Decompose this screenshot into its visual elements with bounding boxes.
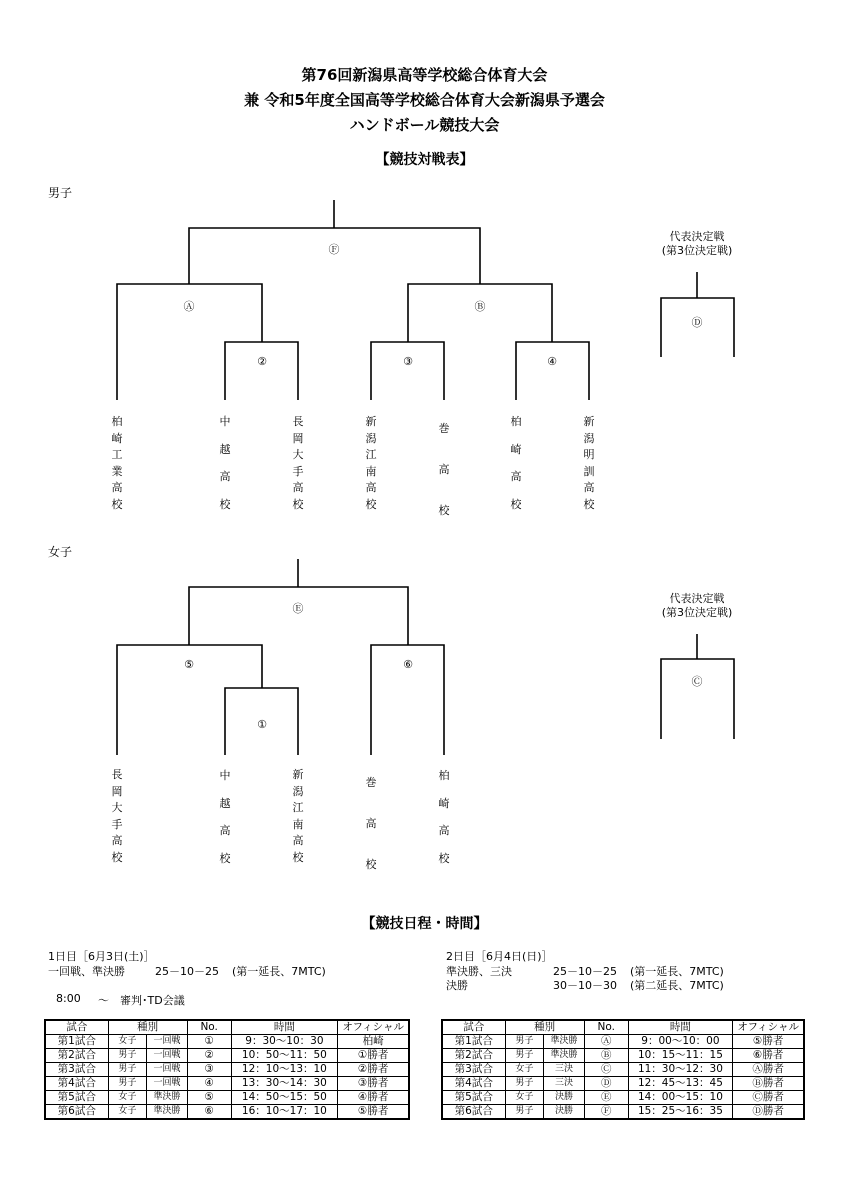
match-B: Ⓑ	[474, 300, 486, 313]
day2-rule1-note: (第一延長、7MTC)	[630, 965, 724, 978]
cell-game: 第4試合	[45, 1077, 108, 1091]
cell-no: ①	[187, 1035, 231, 1049]
col-no: No.	[584, 1020, 628, 1035]
col-game: 試合	[45, 1020, 108, 1035]
day2-schedule-table	[441, 1019, 805, 1120]
girls-team-4: 巻 高 校	[365, 776, 377, 871]
match-3: ③	[403, 355, 413, 368]
match-D: Ⓓ	[691, 316, 703, 329]
day2-rule2-round: 決勝	[446, 979, 468, 992]
cell-game: 第5試合	[45, 1091, 108, 1105]
cell-round: 決勝	[544, 1091, 585, 1105]
cell-game: 第6試合	[442, 1105, 505, 1120]
cell-official: Ⓓ勝者	[733, 1105, 804, 1120]
day2-date: 2日目［6月4日(日)］	[446, 950, 553, 963]
meeting-text: 審判･TD会議	[120, 994, 185, 1007]
cell-round: 決勝	[544, 1105, 585, 1120]
cell-sex: 女子	[505, 1091, 544, 1105]
col-official: オフィシャル	[733, 1020, 804, 1035]
cell-time: 16：10～17：10	[231, 1105, 338, 1120]
table-row	[442, 1077, 804, 1091]
cell-no: Ⓔ	[584, 1091, 628, 1105]
cell-round: 三決	[544, 1063, 585, 1077]
day2-rule1-round: 準決勝、三決	[446, 965, 512, 978]
cell-time: 10：15～11：15	[628, 1049, 733, 1063]
girls-third-place-title: 代表決定戦	[669, 592, 725, 605]
cell-no: Ⓑ	[584, 1049, 628, 1063]
table-row	[45, 1077, 409, 1091]
match-E: Ⓔ	[292, 602, 304, 615]
day1-date: 1日目［6月3日(土)］	[48, 950, 155, 963]
cell-sex: 男子	[108, 1049, 147, 1063]
boys-team-6: 柏 崎 高 校	[510, 415, 522, 511]
col-official: オフィシャル	[338, 1020, 409, 1035]
day2-rows	[442, 1035, 804, 1120]
cell-round: 三決	[544, 1077, 585, 1091]
cell-no: ②	[187, 1049, 231, 1063]
meeting-tilde: ～	[98, 994, 109, 1007]
cell-game: 第3試合	[45, 1063, 108, 1077]
cell-time: 9：00～10：00	[628, 1035, 733, 1049]
table-row	[45, 1105, 409, 1120]
match-F: Ⓕ	[328, 243, 340, 256]
table-row	[45, 1049, 409, 1063]
cell-round: 準決勝	[147, 1105, 188, 1120]
cell-sex: 男子	[108, 1077, 147, 1091]
table-row	[442, 1105, 804, 1120]
cell-sex: 女子	[108, 1035, 147, 1049]
cell-official: ③勝者	[338, 1077, 409, 1091]
cell-game: 第2試合	[45, 1049, 108, 1063]
title-line-3: ハンドボール競技大会	[349, 116, 500, 134]
cell-official: ④勝者	[338, 1091, 409, 1105]
cell-official: Ⓑ勝者	[733, 1077, 804, 1091]
schedule-heading: 【競技日程・時間】	[361, 916, 488, 932]
cell-no: ⑤	[187, 1091, 231, 1105]
table-header-row	[442, 1020, 804, 1035]
match-1: ①	[257, 718, 267, 731]
cell-time: 10：50～11：50	[231, 1049, 338, 1063]
cell-official: ⑤勝者	[338, 1105, 409, 1120]
boys-team-3: 長 岡 大 手 高 校	[292, 415, 304, 511]
boys-label: 男子	[48, 186, 73, 200]
match-4: ④	[547, 355, 557, 368]
day1-schedule-table	[44, 1019, 410, 1120]
boys-team-4: 新 潟 江 南 高 校	[365, 415, 377, 511]
cell-official: ②勝者	[338, 1063, 409, 1077]
cell-official: Ⓒ勝者	[733, 1091, 804, 1105]
cell-sex: 女子	[505, 1063, 544, 1077]
cell-time: 13：30～14：30	[231, 1077, 338, 1091]
day1-rule-time: 25－10－25	[155, 965, 219, 978]
cell-sex: 女子	[108, 1091, 147, 1105]
cell-sex: 男子	[108, 1063, 147, 1077]
girls-label: 女子	[48, 545, 73, 559]
cell-no: Ⓕ	[584, 1105, 628, 1120]
col-type: 種別	[505, 1020, 584, 1035]
match-C: Ⓒ	[691, 675, 703, 688]
boys-third-place-title: 代表決定戦	[669, 230, 725, 243]
cell-no: Ⓒ	[584, 1063, 628, 1077]
cell-sex: 男子	[505, 1049, 544, 1063]
cell-no: ③	[187, 1063, 231, 1077]
cell-time: 12：45～13：45	[628, 1077, 733, 1091]
day2-rule1-time: 25－10－25	[553, 965, 617, 978]
cell-game: 第1試合	[45, 1035, 108, 1049]
cell-round: 準決勝	[544, 1049, 585, 1063]
cell-official: ①勝者	[338, 1049, 409, 1063]
bracket-heading: 【競技対戦表】	[375, 152, 474, 168]
cell-official: 柏崎	[338, 1035, 409, 1049]
table-row	[442, 1063, 804, 1077]
cell-round: 一回戦	[147, 1035, 188, 1049]
table-row	[45, 1063, 409, 1077]
day1-rule-note: (第一延長、7MTC)	[232, 965, 326, 978]
cell-round: 一回戦	[147, 1049, 188, 1063]
cell-game: 第4試合	[442, 1077, 505, 1091]
cell-round: 一回戦	[147, 1063, 188, 1077]
boys-team-2: 中 越 高 校	[219, 415, 231, 511]
cell-no: ④	[187, 1077, 231, 1091]
day2-rule2-time: 30－10－30	[553, 979, 617, 992]
table-row	[45, 1035, 409, 1049]
table-header-row	[45, 1020, 409, 1035]
match-2: ②	[257, 355, 267, 368]
girls-team-5: 柏 崎 高 校	[438, 769, 450, 865]
boys-third-place-sub: (第3位決定戦)	[661, 244, 733, 257]
table-row	[442, 1049, 804, 1063]
match-5: ⑤	[184, 658, 194, 671]
match-6: ⑥	[403, 658, 413, 671]
table-row	[442, 1091, 804, 1105]
cell-round: 準決勝	[544, 1035, 585, 1049]
col-game: 試合	[442, 1020, 505, 1035]
cell-time: 12：10～13：10	[231, 1063, 338, 1077]
cell-round: 一回戦	[147, 1077, 188, 1091]
title-line-1: 第76回新潟県高等学校総合体育大会	[301, 66, 548, 84]
cell-sex: 男子	[505, 1105, 544, 1120]
cell-time: 14：00～15：10	[628, 1091, 733, 1105]
cell-round: 準決勝	[147, 1091, 188, 1105]
table-row	[45, 1091, 409, 1105]
cell-sex: 男子	[505, 1035, 544, 1049]
girls-team-2: 中 越 高 校	[219, 769, 231, 865]
boys-team-1: 柏 崎 工 業 高 校	[111, 415, 123, 511]
cell-no: Ⓓ	[584, 1077, 628, 1091]
girls-team-3: 新 潟 江 南 高 校	[292, 768, 304, 864]
cell-game: 第5試合	[442, 1091, 505, 1105]
girls-third-place-sub: (第3位決定戦)	[661, 606, 733, 619]
boys-team-7: 新 潟 明 訓 高 校	[583, 415, 595, 511]
cell-time: 15：25～16：35	[628, 1105, 733, 1120]
col-time: 時間	[231, 1020, 338, 1035]
col-time: 時間	[628, 1020, 733, 1035]
title-line-2: 兼 令和5年度全国高等学校総合体育大会新潟県予選会	[244, 91, 605, 109]
cell-official: ⑥勝者	[733, 1049, 804, 1063]
cell-official: ⑤勝者	[733, 1035, 804, 1049]
day1-rows	[45, 1035, 409, 1120]
day2-rule2-note: (第二延長、7MTC)	[630, 979, 724, 992]
day1-rule-round: 一回戦、準決勝	[48, 965, 125, 978]
boys-team-5: 巻 高 校	[438, 422, 450, 517]
col-no: No.	[187, 1020, 231, 1035]
cell-sex: 男子	[505, 1077, 544, 1091]
cell-sex: 女子	[108, 1105, 147, 1120]
cell-game: 第1試合	[442, 1035, 505, 1049]
col-type: 種別	[108, 1020, 187, 1035]
cell-no: Ⓐ	[584, 1035, 628, 1049]
cell-no: ⑥	[187, 1105, 231, 1120]
cell-official: Ⓐ勝者	[733, 1063, 804, 1077]
cell-time: 14：50～15：50	[231, 1091, 338, 1105]
table-row	[442, 1035, 804, 1049]
cell-time: 9：30～10：30	[231, 1035, 338, 1049]
cell-game: 第2試合	[442, 1049, 505, 1063]
match-A: Ⓐ	[183, 300, 195, 313]
cell-time: 11：30～12：30	[628, 1063, 733, 1077]
cell-game: 第6試合	[45, 1105, 108, 1120]
girls-team-1: 長 岡 大 手 高 校	[111, 768, 123, 864]
cell-game: 第3試合	[442, 1063, 505, 1077]
meeting-time: 8:00	[56, 992, 81, 1005]
